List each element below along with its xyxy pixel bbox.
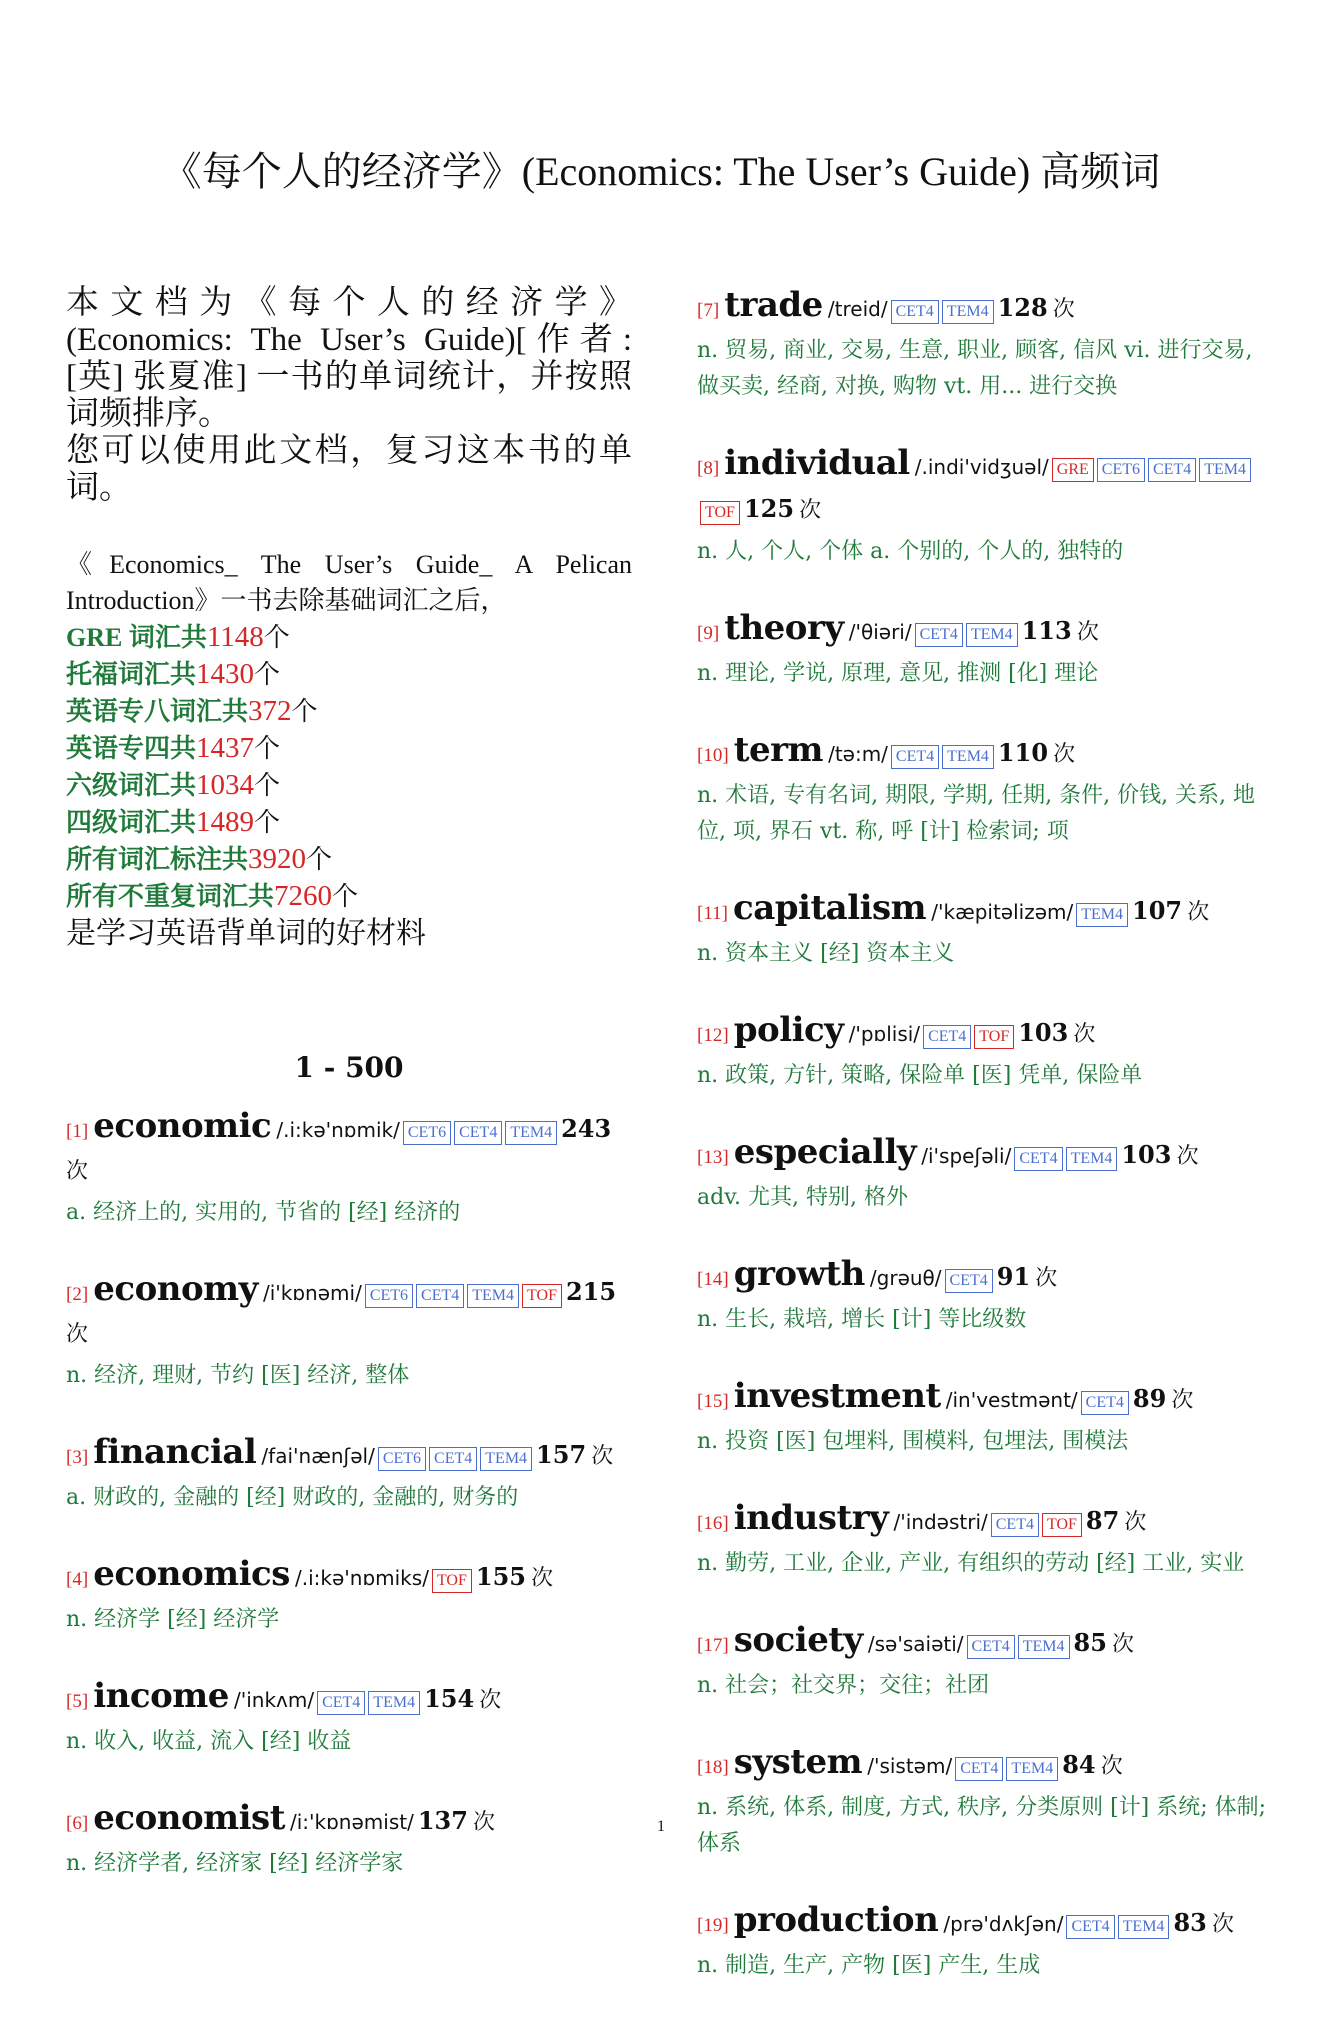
entry-phonetic: /'indəstri/ [893,1510,988,1534]
entry-count-unit: 次 [799,498,822,523]
entry-word: economic [93,1106,272,1146]
entry-count-unit: 次 [1076,620,1099,645]
entry-head [697,1010,1277,1056]
word-entry [697,1132,1277,1216]
entry-phonetic: /'θiəri/ [848,620,912,644]
word-entry [66,1676,632,1760]
intro-paragraph [66,285,632,507]
stat-unit: 个 [254,734,281,763]
entry-count: 103 [1018,1018,1069,1047]
entry-count: 155 [475,1562,526,1591]
entry-definition: n. 勤劳, 工业, 企业, 产业, 有组织的劳动 [经] 工业, 实业 [697,1551,1245,1576]
tag-cet4: CET4 [945,1269,993,1293]
range-heading: 1 - 500 [294,1051,404,1084]
entry-definition: n. 贸易, 商业, 交易, 生意, 职业, 顾客, 信风 vi. 进行交易, 做买卖, 经商, 对换, 购物 vt. 用... 进行交换 [697,338,1253,399]
stat-row [66,730,632,767]
tag-cet6: CET6 [1097,458,1145,482]
entry-word: trade [724,285,823,325]
entry-definition: n. 经济学者, 经济家 [经] 经济学家 [66,1851,404,1876]
entry-head [697,1900,1277,1946]
word-entry [66,1554,632,1638]
entry-word: economics [93,1554,290,1594]
entry-index: [15] [697,1391,729,1412]
entry-count-unit: 次 [1053,742,1076,767]
tag-cet4: CET4 [891,745,939,769]
tag-cet6: CET6 [403,1121,451,1145]
stat-number: 1148 [206,621,264,653]
entry-index: [7] [697,300,720,321]
entry-phonetic: /'sistəm/ [867,1754,953,1778]
entry-phonetic: /fai'nænʃəl/ [261,1444,375,1468]
tag-tem4: TEM4 [1018,1635,1070,1659]
tag-tem4: TEM4 [966,623,1018,647]
stat-row [66,878,632,915]
entry-index: [6] [66,1813,89,1834]
entry-word: society [733,1620,863,1660]
entry-definition: n. 术语, 专有名词, 期限, 学期, 任期, 条件, 价钱, 关系, 地位, 项, 界石 vt. 称, 呼 [计] 检索词; 项 [697,783,1256,844]
intro-line-1: 本文档为《每个人的经济学》(Economics: The User’s Guide)[作者: [英] 张夏准] 一书的单词统计，并按照词频排序。 [66,285,632,432]
tag-tem4: TEM4 [942,300,994,324]
tag-tof: TOF [700,501,740,525]
entry-count-unit: 次 [1052,297,1075,322]
entry-count: 83 [1173,1908,1207,1937]
stat-row [66,841,632,878]
tag-tof: TOF [1042,1513,1082,1537]
entry-phonetic: /i'speʃəli/ [921,1144,1012,1168]
stat-number: 1437 [196,732,255,764]
tag-cet4: CET4 [923,1025,971,1049]
word-entry [697,1254,1277,1338]
entry-head [697,608,1277,654]
entry-word: term [733,730,823,770]
entry-phonetic: /'inkʌm/ [233,1688,315,1712]
entry-word: industry [733,1498,889,1538]
entry-head [66,1676,632,1722]
entry-count-unit: 次 [1073,1022,1096,1047]
intro-line-2: 您可以使用此文档，复习这本书的单词。 [66,433,632,506]
entry-count: 103 [1121,1140,1172,1169]
entry-count-unit: 次 [473,1810,496,1835]
entry-word: economist [93,1798,285,1838]
entry-head [66,1432,632,1478]
entry-count-unit: 次 [1211,1912,1234,1937]
tag-cet4: CET4 [1148,458,1196,482]
entry-word: system [733,1742,863,1782]
stat-label: GRE 词汇共 [66,623,207,652]
entry-definition: n. 人, 个人, 个体 a. 个别的, 个人的, 独特的 [697,539,1124,564]
entry-index: [13] [697,1147,729,1168]
word-entry [66,1269,632,1394]
stat-unit: 个 [306,845,333,874]
tag-cet4: CET4 [1066,1915,1114,1939]
entry-count: 125 [743,494,795,523]
entry-count: 137 [417,1806,468,1835]
entry-head [697,1254,1277,1300]
entry-count: 110 [997,738,1049,767]
word-entry [697,608,1277,692]
entry-count: 154 [424,1684,475,1713]
entry-index: [4] [66,1569,89,1590]
stat-label: 英语专八词汇共 [66,697,249,726]
tag-gre: GRE [1052,458,1094,482]
entry-head [66,1554,632,1600]
entry-count-unit: 次 [531,1566,554,1591]
entry-phonetic: /'kæpitəlizəm/ [931,900,1074,924]
word-entry [697,1498,1277,1582]
tag-cet4: CET4 [416,1284,464,1308]
entry-index: [19] [697,1915,729,1936]
entry-word: capitalism [733,888,927,928]
entry-head [697,285,1277,331]
tag-tof: TOF [522,1284,562,1308]
entry-definition: a. 经济上的, 实用的, 节省的 [经] 经济的 [66,1200,461,1225]
stat-label: 四级词汇共 [66,808,197,837]
entry-head [697,1498,1277,1544]
entry-count: 157 [536,1440,587,1469]
tag-tof: TOF [432,1569,472,1593]
entry-word: individual [724,443,910,483]
entry-count-unit: 次 [1112,1632,1135,1657]
entry-definition: n. 制造, 生产, 产物 [医] 产生, 生成 [697,1953,1041,1978]
word-entry [697,1742,1277,1862]
tag-tem4: TEM4 [505,1121,557,1145]
entry-definition: n. 政策, 方针, 策略, 保险单 [医] 凭单, 保险单 [697,1063,1143,1088]
entry-definition: n. 生长, 栽培, 增长 [计] 等比级数 [697,1307,1027,1332]
entry-phonetic: /in'vestmənt/ [945,1388,1078,1412]
word-entry [697,443,1277,570]
entry-definition: n. 经济, 理财, 节约 [医] 经济, 整体 [66,1363,410,1388]
entry-count-unit: 次 [479,1688,502,1713]
tag-tem4: TEM4 [942,745,994,769]
entry-index: [12] [697,1025,729,1046]
entry-count-unit: 次 [66,1159,89,1184]
entry-index: [17] [697,1635,729,1656]
tag-cet4: CET4 [317,1691,365,1715]
tag-cet4: CET4 [991,1513,1039,1537]
stat-row [66,619,632,656]
entry-count-unit: 次 [1100,1754,1123,1779]
entry-count-unit: 次 [1187,900,1210,925]
tag-tem4: TEM4 [480,1447,532,1471]
stat-unit: 个 [254,808,281,837]
entry-word: theory [724,608,844,648]
entry-head [697,443,1277,532]
entry-definition: n. 收入, 收益, 流入 [经] 收益 [66,1729,352,1754]
entry-count: 113 [1021,616,1072,645]
entry-phonetic: /i'kɒnəmi/ [262,1281,362,1305]
entry-word: economy [93,1269,258,1309]
entry-word: financial [93,1432,257,1472]
entry-word: especially [733,1132,917,1172]
word-entry [697,1620,1277,1704]
entries-right [697,285,1277,1984]
tag-tem4: TEM4 [467,1284,519,1308]
entry-phonetic: /.indi'vidʒuəl/ [914,455,1049,479]
entry-head [697,1132,1277,1178]
tag-tem4: TEM4 [1076,903,1128,927]
tag-cet4: CET4 [891,300,939,324]
entry-head [66,1269,632,1356]
right-column [697,285,1277,2022]
entry-head [697,1742,1277,1788]
entry-count-unit: 次 [1124,1510,1147,1535]
entry-count: 89 [1132,1384,1167,1413]
stat-label: 英语专四共 [66,734,197,763]
word-entry [697,888,1277,972]
entry-count-unit: 次 [66,1322,89,1347]
tag-tem4: TEM4 [1066,1147,1118,1171]
word-entry [697,1900,1277,1984]
left-column [66,285,632,1920]
tag-cet4: CET4 [454,1121,502,1145]
entry-phonetic: /grəuθ/ [869,1266,942,1290]
entry-word: growth [733,1254,865,1294]
tag-cet6: CET6 [365,1284,413,1308]
entry-count: 128 [997,293,1048,322]
entry-index: [2] [66,1284,89,1305]
entry-index: [9] [697,623,720,644]
entry-definition: a. 财政的, 金融的 [经] 财政的, 金融的, 财务的 [66,1485,519,1510]
entry-definition: n. 资本主义 [经] 资本主义 [697,941,955,966]
entry-phonetic: /treid/ [827,297,888,321]
stat-label: 所有不重复词汇共 [66,882,275,911]
entry-count: 84 [1062,1750,1096,1779]
tag-cet4: CET4 [1081,1391,1129,1415]
entry-count: 87 [1085,1506,1120,1535]
word-entry [697,1376,1277,1460]
entry-index: [14] [697,1269,729,1290]
word-entry [66,1798,632,1882]
entry-index: [3] [66,1447,89,1468]
entry-definition: n. 投资 [医] 包埋料, 围模料, 包埋法, 围模法 [697,1429,1129,1454]
tag-cet6: CET6 [378,1447,426,1471]
entry-count-unit: 次 [1171,1388,1194,1413]
entry-index: [8] [697,458,720,479]
entry-definition: n. 理论, 学说, 原理, 意见, 推测 [化] 理论 [697,661,1099,686]
tag-cet4: CET4 [429,1447,477,1471]
entry-phonetic: /tə:m/ [828,742,888,766]
tag-tem4: TEM4 [1118,1915,1170,1939]
stat-row [66,767,632,804]
word-entry [66,1432,632,1516]
entry-definition: n. 社会；社交界；交往；社团 [697,1673,990,1698]
stat-number: 3920 [248,843,307,875]
entry-word: investment [733,1376,941,1416]
entry-definition: n. 经济学 [经] 经济学 [66,1607,280,1632]
stat-label: 六级词汇共 [66,771,197,800]
entry-index: [10] [697,745,729,766]
stat-number: 372 [248,695,292,727]
tag-cet4: CET4 [955,1757,1003,1781]
stat-label: 所有词汇标注共 [66,845,249,874]
entry-head [697,730,1277,776]
entry-count: 243 [561,1114,612,1143]
entry-index: [11] [697,903,728,924]
entry-index: [1] [66,1121,89,1142]
stat-unit: 个 [254,660,281,689]
stat-number: 1034 [196,769,255,801]
tag-tem4: TEM4 [1199,458,1251,482]
entry-definition: adv. 尤其, 特别, 格外 [697,1185,908,1210]
entry-head [697,888,1277,934]
tag-cet4: CET4 [1014,1147,1062,1171]
stat-unit: 个 [263,623,290,652]
stat-number: 1430 [196,658,255,690]
entries-left [66,1106,632,1882]
entry-count: 215 [565,1277,617,1306]
tag-tof: TOF [974,1025,1014,1049]
entry-count-unit: 次 [1176,1144,1199,1169]
entry-phonetic: /.i:kə'nɒmik/ [276,1118,400,1142]
stat-row [66,693,632,730]
word-entry [697,285,1277,405]
entry-count: 107 [1132,896,1183,925]
stat-unit: 个 [332,882,359,911]
word-entry [697,730,1277,850]
stat-unit: 个 [291,697,318,726]
entry-head [697,1376,1277,1422]
entry-word: production [733,1900,939,1940]
entry-head [697,1620,1277,1666]
intro-closing: 是学习英语背单词的好材料 [66,917,426,950]
entry-head [66,1106,632,1193]
tag-cet4: CET4 [915,623,963,647]
entry-phonetic: /sə'saiəti/ [867,1632,964,1656]
entry-count: 91 [996,1262,1031,1291]
stat-unit: 个 [254,771,281,800]
stat-label: 托福词汇共 [66,660,197,689]
word-entry [697,1010,1277,1094]
entry-phonetic: /i:'kɒnəmist/ [290,1810,414,1834]
entry-phonetic: /.i:kə'nɒmiks/ [295,1566,429,1590]
entry-count-unit: 次 [1035,1266,1058,1291]
page-number: 1 [657,1818,665,1835]
tag-tem4: TEM4 [1006,1757,1058,1781]
word-entry [66,1106,632,1231]
stats-list [66,619,632,915]
entry-index: [16] [697,1513,729,1534]
entry-phonetic: /'pɒlisi/ [848,1022,921,1046]
stat-row [66,656,632,693]
entry-index: [5] [66,1691,89,1712]
entry-index: [18] [697,1757,729,1778]
entry-count-unit: 次 [591,1444,614,1469]
entry-definition: n. 系统, 体系, 制度, 方式, 秩序, 分类原则 [计] 系统; 体制; 体系 [697,1795,1267,1856]
stat-row [66,804,632,841]
tag-tem4: TEM4 [368,1691,420,1715]
entry-phonetic: /prə'dʌkʃən/ [943,1912,1064,1936]
tag-cet4: CET4 [967,1635,1015,1659]
entry-word: policy [733,1010,844,1050]
page-title: 《每个人的经济学》(Economics: The User’s Guide) 高频词 [161,149,1161,194]
intro-description: 《Economics_ The User’s Guide_ A Pelican Introduction》一书去除基础词汇之后， [66,550,632,615]
stat-number: 7260 [274,880,333,912]
entry-word: income [93,1676,229,1716]
entry-count: 85 [1073,1628,1107,1657]
stat-number: 1489 [196,806,255,838]
